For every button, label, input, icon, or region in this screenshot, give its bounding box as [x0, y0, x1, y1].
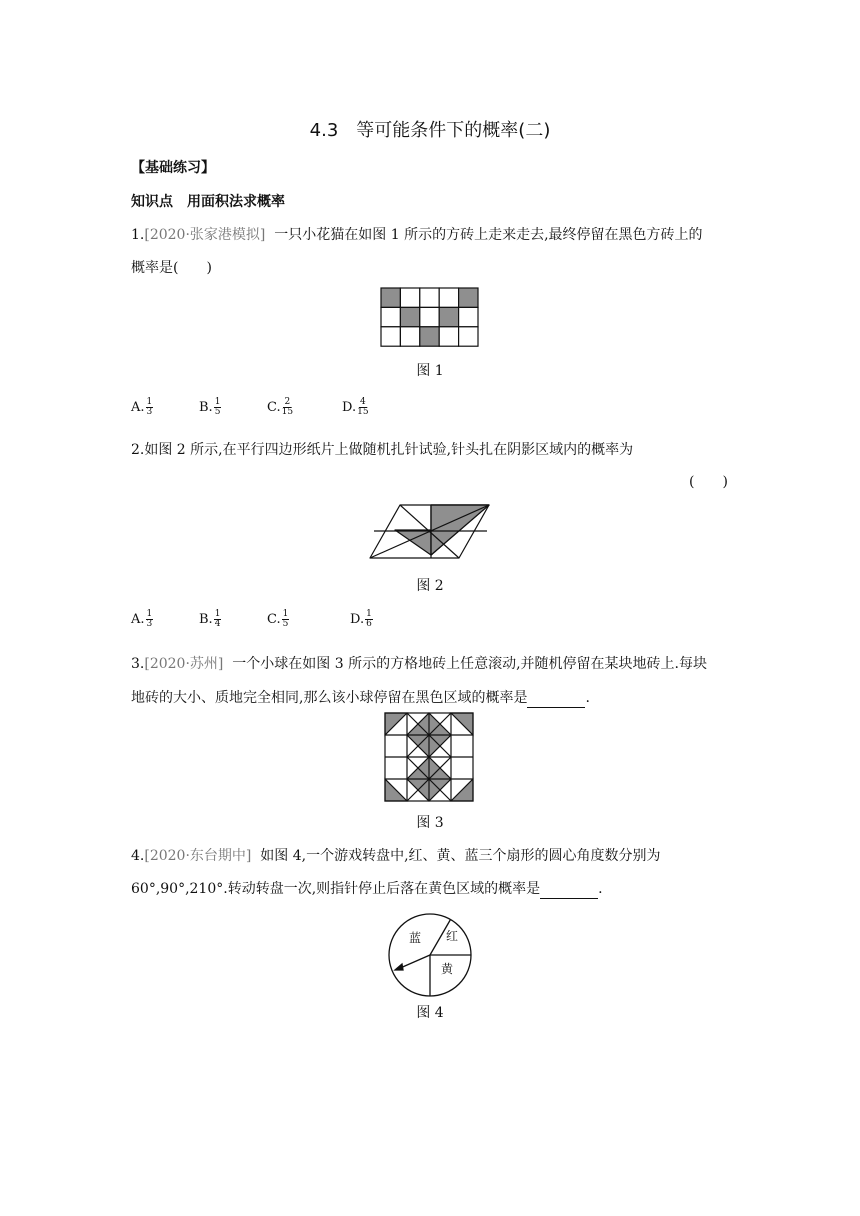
corner-triangle	[451, 713, 473, 735]
q4-answer-blank[interactable]	[540, 884, 598, 899]
q3-text-line2: 地砖的大小、质地完全相同,那么该小球停留在黑色区域的概率是	[131, 690, 528, 706]
corner-triangle	[385, 713, 407, 735]
question-1	[131, 225, 731, 245]
figure-3-floor-tiles	[383, 711, 477, 803]
q1-option-c[interactable]: C. $\frac{2}{15}$	[267, 397, 294, 417]
question-3	[131, 654, 741, 674]
q4-text-line2: 60°,90°,210°.转动转盘一次,则指针停止后落在黄色区域的概率是	[131, 881, 541, 897]
title-text: 等可能条件下的概率(二)	[356, 120, 551, 141]
tile-shaded	[381, 288, 400, 307]
q4-text-line1: 如图 4,一个游戏转盘中,红、黄、蓝三个扇形的圆心角度数分别为	[260, 848, 661, 864]
q1-option-d[interactable]: D. $\frac{4}{15}$	[342, 397, 369, 417]
page-title	[0, 116, 860, 142]
knowledge-point-heading: 知识点 用面积法求概率	[131, 194, 285, 210]
tile-shaded	[459, 288, 478, 307]
q3-number: 3.	[131, 656, 145, 672]
label-blue: 蓝	[408, 931, 422, 945]
tile-shaded	[420, 327, 439, 346]
figure-2-caption: 图 2	[416, 578, 444, 594]
question-4	[131, 846, 741, 866]
figure-1-tiles	[380, 287, 480, 349]
label-red: 红	[445, 929, 459, 943]
figure-4-spinner	[386, 913, 476, 999]
q2-option-c[interactable]: C. $\frac{1}{5}$	[267, 609, 289, 629]
q4-number: 4.	[131, 848, 145, 864]
q1-option-a[interactable]: A. $\frac{1}{3}$	[131, 397, 153, 417]
q2-number: 2.	[131, 442, 145, 458]
label-yellow: 黄	[440, 962, 454, 976]
corner-triangle	[451, 779, 473, 801]
corner-triangle	[385, 779, 407, 801]
title-number: 4.3	[309, 120, 339, 141]
q3-source: [2020·苏州]	[144, 656, 224, 672]
q2-options[interactable]	[131, 610, 531, 638]
q2-option-d[interactable]: D. $\frac{1}{6}$	[350, 609, 372, 629]
q2-answer-paren: ( )	[689, 474, 728, 490]
section-heading: 【基础练习】	[131, 160, 215, 176]
q1-text-line2: 概率是( )	[131, 260, 212, 276]
figure-1-caption: 图 1	[416, 363, 444, 379]
q3-line2: 地砖的大小、质地完全相同,那么该小球停留在黑色区域的概率是 .	[131, 690, 590, 706]
q1-options[interactable]	[131, 398, 531, 426]
tile-shaded	[400, 307, 419, 326]
q2-option-b[interactable]: B. $\frac{1}{4}$	[199, 609, 221, 629]
q3-answer-blank[interactable]	[527, 693, 585, 708]
q1-source: [2020·张家港模拟]	[144, 227, 266, 243]
q2-option-a[interactable]: A. $\frac{1}{3}$	[131, 609, 153, 629]
q4-source: [2020·东台期中]	[144, 848, 252, 864]
q1-text-line1: 一只小花猫在如图 1 所示的方砖上走来走去,最终停留在黑色方砖上的	[274, 227, 703, 243]
figure-3-caption: 图 3	[416, 815, 444, 831]
tile-shaded	[439, 307, 458, 326]
q3-text-line1: 一个小球在如图 3 所示的方格地砖上任意滚动,并随机停留在某块地砖上.每块	[232, 656, 707, 672]
q2-text-line1: 如图 2 所示,在平行四边形纸片上做随机扎针试验,针头扎在阴影区域内的概率为	[144, 442, 634, 458]
q1-number: 1.	[131, 227, 145, 243]
q1-option-b[interactable]: B. $\frac{1}{5}$	[199, 397, 221, 417]
q4-line2: 60°,90°,210°.转动转盘一次,则指针停止后落在黄色区域的概率是 .	[131, 881, 603, 897]
question-2	[131, 440, 731, 460]
figure-2-parallelogram	[368, 503, 492, 561]
figure-4-caption: 图 4	[416, 1005, 444, 1021]
